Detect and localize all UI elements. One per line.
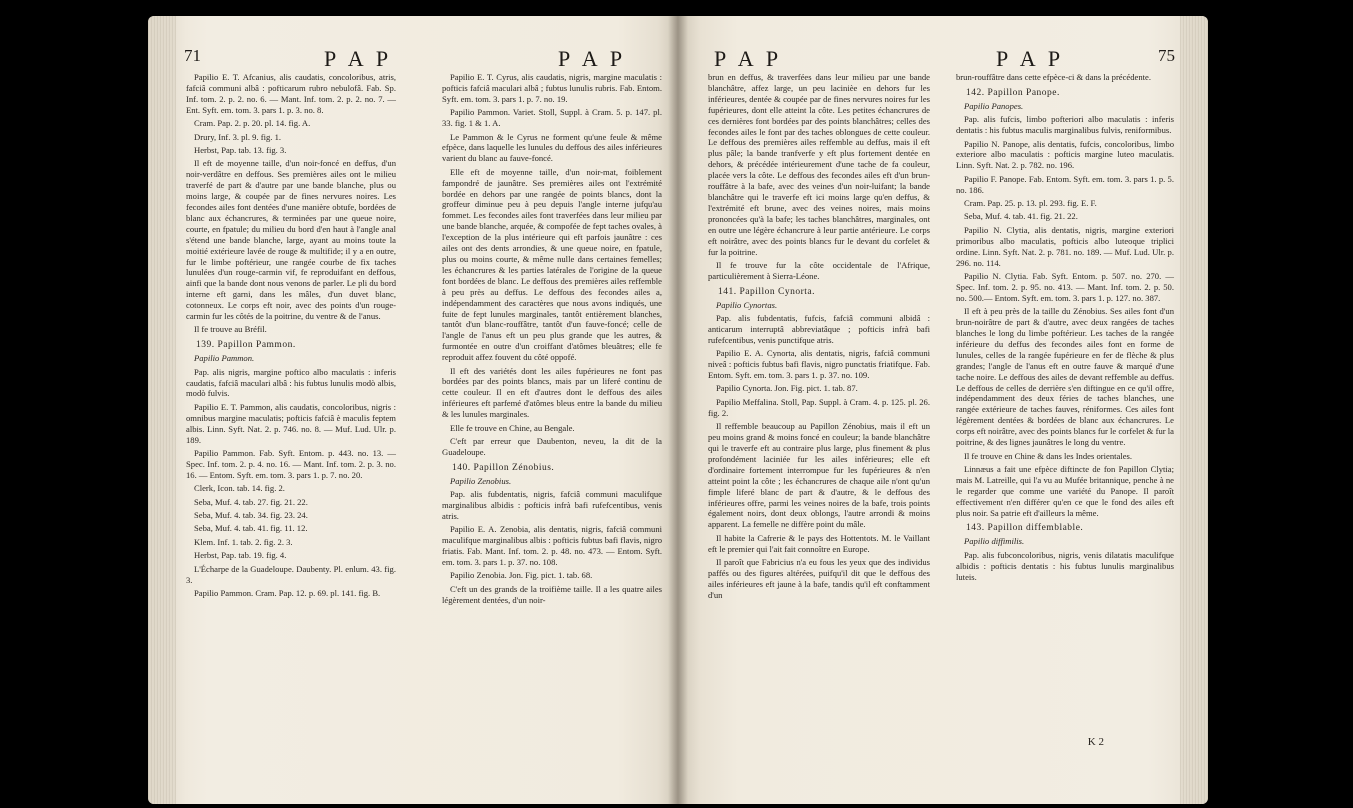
species-name: Papilio Panopes. [964, 100, 1024, 111]
entry-heading: 141. Papillon Cynorta. [718, 286, 816, 297]
paragraph: L'Écharpe de la Guadeloupe. Daubenty. Pl. enlum. 43. fig. 3. [186, 563, 396, 585]
book-gutter [668, 16, 688, 804]
left-page [148, 16, 678, 804]
paragraph: Papilio E. A. Cynorta, alis dentatis, nigris, fafciâ communi niveâ : pofticis fubtus bafi flavis, nigro punctatis friatifque. Fab. Entom. Syft. em. tom. 3. pars 1. p. 37. no. 109. [708, 348, 930, 381]
page-edges-right [1180, 16, 1208, 804]
running-head-right-1: P A P [714, 46, 783, 71]
paragraph: Papilio Zenobia. Jon. Fig. pict. 1. tab. 68. [450, 570, 593, 581]
page-number-left: 71 [184, 46, 201, 65]
paragraph: Herbst, Pap. tab. 13. fig. 3. [194, 144, 287, 155]
entry-heading: 139. Papillon Pammon. [196, 340, 296, 351]
paragraph: Papilio N. Clytia, alis dentatis, nigris, margine exteriori primoribus albo maculatis, pofticis albo luteoque triplici ordine. Linn. Syft. Nat. 2. p. 781. no. 189. — Muf. Lud. Ulr. p. 296. no. 114. [956, 224, 1174, 268]
text-column-4 [956, 72, 1174, 585]
paragraph: Klem. Inf. 1. tab. 2. fig. 2. 3. [194, 536, 293, 547]
paragraph: Papilio E. T. Pammon, alis caudatis, concoloribus, nigris : omnibus margine maculatis; pofticis fafciâ è maculis feptem albis. Linn. Syft. Nat. 2. p. 746. no. 8. — Muf. Lud. Ulr. p. 189. [186, 401, 396, 445]
paragraph: Papilio N. Panope, alis dentatis, fufcis, concoloribus, limbo exteriore albo maculatis : pofticis margine luteo maculatis. Linn. Syft. Nat. 2. p. 782. no. 196. [956, 138, 1174, 171]
paragraph: Drury, Inf. 3. pl. 9. fig. 1. [194, 131, 282, 142]
paragraph: Il reffemble beaucoup au Papillon Zénobius, mais il eft un peu moins grand & moins foncé en couleur; la bande blanchâtre qui le traverfe eft au contraire plus large, plus finement & plus profondément laciniée fur les ailes inférieures; elle eft d'ordinaire fortement interrompue fur les fupérieures & n'en atteint point la côte ; les échancrures de chaque aile n'ont qu'un fimple liferé blanc de part & d'autre, & le deffous des inférieures offre, parmi les veines noires de la bafe, trois points également noirs, dont deux oblongs, l'autre arrondi & moins apparent. La femelle ne diffère point du mâle. [708, 421, 930, 530]
open-book [148, 16, 1208, 804]
paragraph: Seba, Muf. 4. tab. 34. fig. 23. 24. [194, 510, 308, 521]
species-name: Papilio Pammon. [194, 353, 255, 364]
paragraph: C'eft un des grands de la troifième taille. Il a les quatre ailes légèrement dentées, d'un noir- [442, 583, 662, 605]
page-number-right: 75 [1158, 46, 1175, 65]
paragraph: Il fe trouve au Bréfil. [194, 324, 267, 335]
paragraph: Pap. alis fubconcoloribus, nigris, venis dilatatis maculifque albidis : pofticis dentatis : his fubtus lunulis marginalibus luteis. [956, 549, 1174, 582]
paragraph: Pap. alis fubdentatis, nigris, fafciâ communi maculifque marginalibus albidis : pofticis infrà bafi rufefcentibus, venis atris. [442, 489, 662, 521]
paragraph: Il eft de moyenne taille, d'un noir-foncé en deffus, d'un noir-verdâtre en deffous. Ses premières ailes ont le milieu traverfé de part & d'autre par une bande blanche, plus ou moins large, & coupée par de fines nervures noires. Les fecondes ailes font dentées d'une manière obtufe, bordées de blanc aux échancrures, & terminées par une queue noire, courte, en fpatule; du milieu du bord d'en haut à l'angle anal s'étend une bande blanche, large, ayant au moins toute la moitié extérieure lavée de rouge & multifide; il y a en outre, fur le limbe poftérieur, une rangée courbe de fix taches lunulées d'un rouge-carmin vif, fe reproduifant en deffous, ainfi que la bande dont nous venons de parler. Le pli du bord interne eft garni, dans les mâles, d'un duvet blanc, cotonneux. Le corps eft noir, avec des points d'un rouge-carmin fur les côtés de la poitrine, du ventre & de l'anus. [186, 158, 396, 322]
paragraph: Papilio E. T. Cyrus, alis caudatis, nigris, margine maculatis : pofticis fafciâ maculari albâ ; fubtus lunulis rubris. Fab. Entom. Syft. em. tom. 3. pars 1. p. 7. no. 19. [442, 72, 662, 104]
entry-heading: 140. Papillon Zénobius. [452, 462, 555, 473]
signature-mark: K 2 [1087, 736, 1104, 748]
paragraph: Pap. alis fufcis, limbo pofteriori albo maculatis : inferis dentatis : his fubtus maculis marginalibus fulvis, reniformibus. [956, 114, 1174, 136]
paragraph: Papilio Pammon. Variet. Stoll, Suppl. à Cram. 5. p. 147. pl. 33. fig. 1 & 1. A. [442, 107, 662, 129]
right-page [678, 16, 1208, 804]
paragraph: Papilio Pammon. Cram. Pap. 12. p. 69. pl. 141. fig. B. [194, 587, 381, 598]
paragraph: Pap. alis fubdentatis, fufcis, fafciâ communi albidâ : anticarum interruptâ abbreviatâque ; pofticis infrà bafi rufefcentibus, venis punctifque atris. [708, 313, 930, 345]
paragraph: Cram. Pap. 2. p. 20. pl. 14. fig. A. [194, 118, 311, 129]
paragraph: Il paroît que Fabricius n'a eu fous les yeux que des individus paffés ou des figures altérées, puifqu'il dit que le deffous des ailes inférieures eft jaune à la bafe, tandis qu'il eft conftamment d'un [708, 557, 930, 600]
paragraph: Cram. Pap. 25. p. 13. pl. 293. fig. E. F. [964, 198, 1097, 209]
paragraph: Il fe trouve en Chine & dans les Indes orientales. [964, 450, 1133, 461]
page-edges-left [148, 16, 176, 804]
paragraph: Seba, Muf. 4. tab. 41. fig. 21. 22. [964, 211, 1078, 222]
paragraph: Elle fe trouve en Chine, au Bengale. [450, 422, 575, 433]
paragraph: Il fe trouve fur la côte occidentale de l'Afrique, particulièrement à Sierra-Léone. [708, 259, 930, 281]
paragraph: C'eft par erreur que Daubenton, neveu, la dit de la Guadeloupe. [442, 436, 662, 457]
paragraph: Seba, Muf. 4. tab. 41. fig. 11. 12. [194, 523, 308, 534]
paragraph: Le Pammon & le Cyrus ne forment qu'une feule & même efpèce, dans laquelle les lunules du deffous des ailes inférieures varient du blanc au fauve-foncé. [442, 131, 662, 164]
paragraph: brun-rouffâtre dans cette efpèce-ci & dans la précédente. [956, 72, 1152, 82]
paragraph: Seba, Muf. 4. tab. 27. fig. 21. 22. [194, 496, 308, 507]
paragraph: Clerk, Icon. tab. 14. fig. 2. [194, 483, 285, 494]
paragraph: Papilio Meffalina. Stoll, Pap. Suppl. à Cram. 4. p. 125. pl. 26. fig. 2. [708, 396, 930, 418]
text-column-3 [708, 72, 930, 603]
paragraph: Papilio N. Clytia. Fab. Syft. Entom. p. 507. no. 270. — Spec. Inf. tom. 2. p. 95. no. 413. — Mant. Inf. tom. 2. p. 50. no. 500.— Entom. Syft. em. tom. 3. pars 1. p. 127. no. 387. [956, 271, 1174, 303]
entry-heading: 143. Papillon diffemblable. [966, 523, 1084, 534]
paragraph: Papilio E. T. Afcanius, alis caudatis, concoloribus, atris, fafciâ communi albâ : pofticarum rubro nebulofâ. Fab. Sp. Inf. tom. 2. p. 2. no. 6. — Mant. Inf. tom. 2. p. 2. no. 7. — Ent. Syft. em. tom. 3. pars 1. p. 3. no. 8. [186, 72, 396, 115]
text-column-2 [442, 72, 662, 608]
paragraph: Papilio Pammon. Fab. Syft. Entom. p. 443. no. 13. — Spec. Inf. tom. 2. p. 4. no. 16. — Mant. Inf. tom. 2. p. 3. no. 16. — Entom. Syft. em. tom. 3. pars 1. p. 7. no. 20. [186, 448, 396, 480]
paragraph: Elle eft de moyenne taille, d'un noir-mat, foiblement fampondré de jaunâtre. Ses premières ailes ont l'extrémité bordée en dehors par une rangée de points blancs, dont la groffeur diminue peu à peu depuis l'angle interne jufqu'au fommet. Les fecondes ailes font traverfées dans leur milieu par une bande blanche, arquée, & compofée de fept taches ovales, à l'exception de la plus intérieure qui eft parfois jaunâtre : ces ailes ont des dents arrondies, & une queue noire, en fpatule, plus ou moins courte, & même nulle dans certaines femelles; les échancrures & les parties latérales de l'origine de la queue font bordées de blanc. Le deffous des premières ailes reffemble à peu près au deffus. Le deffous des fecondes ailes a, indépendamment des caractères que nous avons indiqués, une fuite de fept lunules marginales, tantôt entièrement blanches, tantôt d'un blanc-rouffâtre, tantôt d'un fauve-foncé; celle de l'angle de l'anus eft un peu plus grande que les autres, & furmontée en outre d'un croiffant d'atômes bleuâtres; elle fe reproduit affez fouvent du côté oppofé. [442, 166, 662, 363]
species-name: Papilio Zenobius. [450, 475, 512, 486]
species-name: Papilio Cynortas. [716, 299, 778, 310]
paragraph: Il eft à peu près de la taille du Zénobius. Ses ailes font d'un brun-noirâtre de part & d'autre, avec deux rangées de taches blanches le long du limbe poftérieur. Les taches de la rangée inférieure du deffus des fecondes ailes font en forme de lunules, celles de la rangée fupérieure en fer de flèche & plus grandes; l'angle de l'anus eft en outre fauve & marqué d'une tache noire. Le deffous des ailes de devant reffemble au deffus. Le deffous de celles de derrière s'en diftingue en ce qu'il offre, indépendamment des deux féries de taches blanches, une rangée extérieure de taches fauves, réniformes. Ces ailes font légèrement dentées & bordées de blanc aux échancrures. Le corps eft noirâtre, avec des points blancs fur le corfelet & fur la poitrine, & des lignes jaunâtres le long du ventre. [956, 306, 1174, 448]
paragraph: Il habite la Cafrerie & le pays des Hottentots. M. le Vaillant eft le premier qui l'ait fait connoître en Europe. [708, 532, 930, 554]
paragraph: Herbst, Pap. tab. 19. fig. 4. [194, 550, 287, 561]
running-head-left-2: P A P [558, 46, 627, 71]
paragraph: Papilio E. A. Zenobia, alis dentatis, nigris, fafciâ communi maculifque marginalibus albis : pofticis fubtus bafi flavis, nigro friatis. Fab. Mant. Inf. tom. 2. p. 48. no. 473. — Entom. Syft. em. tom. 3. pars 1. p. 37. no. 108. [442, 524, 662, 568]
paragraph: Papilio F. Panope. Fab. Entom. Syft. em. tom. 3. pars 1. p. 5. no. 186. [956, 173, 1174, 195]
paragraph: Papilio Cynorta. Jon. Fig. pict. 1. tab. 87. [716, 383, 858, 394]
running-head-left-1: P A P [324, 46, 393, 71]
paragraph: brun en deffus, & traverfées dans leur milieu par une bande blanchâtre, affez large, un peu lacinièe en dehors fur les inférieures, dentée & coupée par de fines nervures noires fur les fupérieures, dont elle atteint la côte. Les petites échancrures de ces dernières font bordées par des points blanchâtres; celles des fecondes ailes le font par des taches oblongues de cette couleur. Le deffous des premières ailes reffemble au deffus, mais il eft plus pâle; la bande tranfverfe y eft plus fortement dentée en dehors, & précédée intérieurement d'une tache de fa couleur, placée vers la côte. Le deffous des fecondes ailes eft d'un brun-rouffâtre à la bafe, avec des veines d'un noir-luifant; la bande blanchâtre qui le traverfe eft ici moins large qu'en deffus, & l'extrémité eft brune, avec des veines noires, mais moins prononcées qu'à la bafe; les taches blanchâtres, marginales, ont en outre une légère échancrure à leur partie antérieure. Le corps eft noirâtre, avec des points blancs fur le devant du corfelet & fur la poitrine. [708, 72, 930, 257]
paragraph: Pap. alis nigris, margine poftico albo maculatis : inferis caudatis, fafciâ maculari albâ : his fubtus lunulis modò albis, modò fulvis. [186, 366, 396, 399]
text-column-1 [186, 72, 396, 601]
running-head-right-2: P A P [996, 46, 1065, 71]
entry-heading: 142. Papillon Panope. [966, 87, 1060, 98]
species-name: Papilio diffimilis. [964, 536, 1025, 547]
paragraph: Il eft des variétés dont les ailes fupérieures ne font pas bordées par des points blancs, mais par un liferé continu de cette couleur. Il en eft d'autres dont le deffous des ailes inférieures eft parfemé d'atômes bleus entre la bande du milieu & les lunules marginales. [442, 365, 662, 420]
paragraph: Linnæus a fait une efpèce diftincte de fon Papillon Clytia; mais M. Latreille, qui l'a vu au Mufée britannique, penche à ne le regarder que comme une variété du Panope. Il paroît effectivement n'en différer qu'en ce que le fond des ailes eft plus noir. Sa patrie eft d'ailleurs la même. [956, 463, 1174, 518]
